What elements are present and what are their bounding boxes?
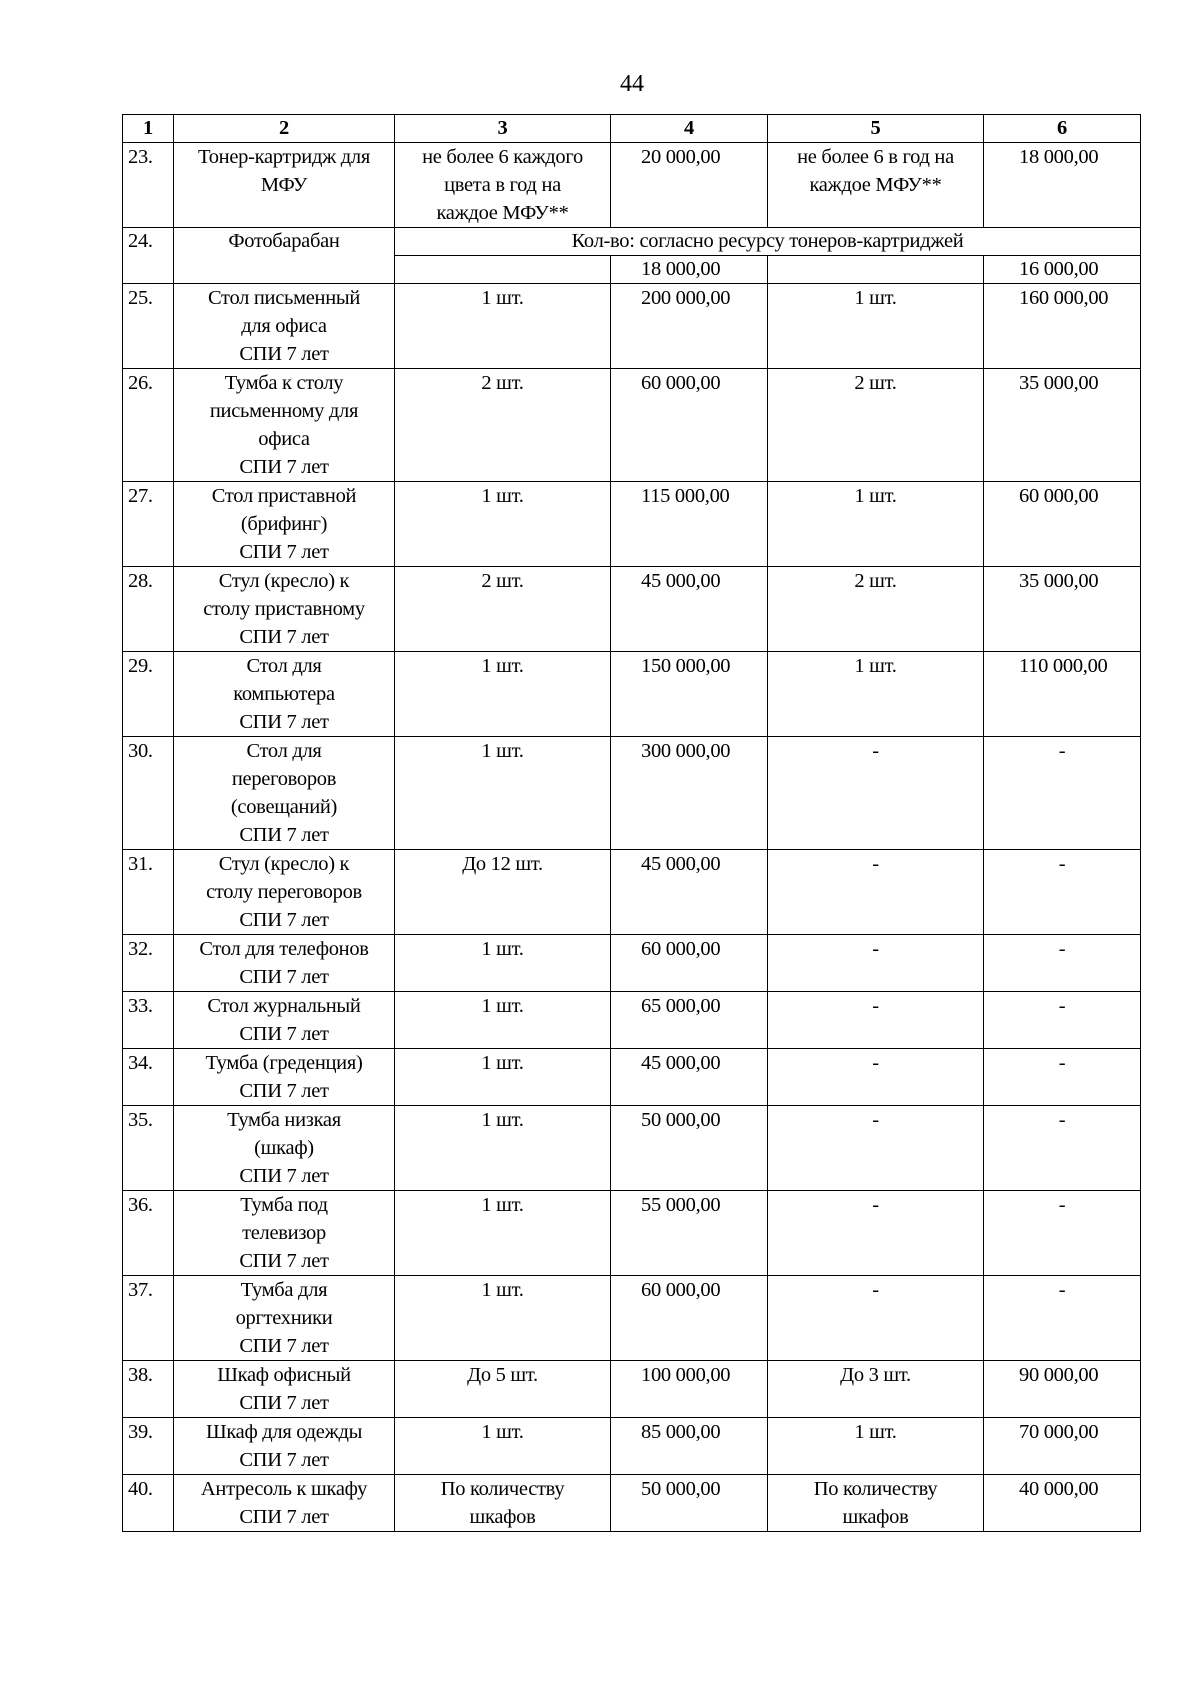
table-row xyxy=(123,1475,1141,1532)
item-price: 55 000,00 xyxy=(611,1191,768,1276)
item-name-line: СПИ 7 лет xyxy=(239,909,329,931)
item-quantity-2: 1 шт. xyxy=(768,482,984,567)
item-price-2: - xyxy=(984,1191,1141,1276)
row-number: 32. xyxy=(123,935,174,992)
row-number: 24. xyxy=(123,228,174,284)
item-quantity: 1 шт. xyxy=(395,1418,611,1475)
item-price-2: - xyxy=(984,850,1141,935)
item-price-2: - xyxy=(984,1049,1141,1106)
item-quantity: 2 шт. xyxy=(395,369,611,482)
item-price: 18 000,00 xyxy=(611,256,768,284)
item-quantity-line: цвета в год на xyxy=(444,174,561,196)
item-name-line: СПИ 7 лет xyxy=(239,1506,329,1528)
item-price: 65 000,00 xyxy=(611,992,768,1049)
item-name-line: СПИ 7 лет xyxy=(239,343,329,365)
item-name-line: Тумба под xyxy=(240,1194,328,1216)
item-price: 45 000,00 xyxy=(611,1049,768,1106)
item-quantity-line: шкафов xyxy=(469,1506,536,1528)
row-number: 33. xyxy=(123,992,174,1049)
item-name-line: СПИ 7 лет xyxy=(239,1080,329,1102)
row-number: 36. xyxy=(123,1191,174,1276)
item-name xyxy=(174,850,395,935)
column-header: 5 xyxy=(768,115,984,143)
item-price: 60 000,00 xyxy=(611,1276,768,1361)
item-name-line: СПИ 7 лет xyxy=(239,711,329,733)
item-name-line: компьютера xyxy=(233,683,335,705)
item-quantity xyxy=(395,1475,611,1532)
item-quantity-2: До 3 шт. xyxy=(768,1361,984,1418)
item-quantity: 1 шт. xyxy=(395,1049,611,1106)
table-header-row xyxy=(123,115,1141,143)
item-name xyxy=(174,1475,395,1532)
item-price-2: 60 000,00 xyxy=(984,482,1141,567)
item-price-2: - xyxy=(984,1106,1141,1191)
item-quantity: 1 шт. xyxy=(395,652,611,737)
item-quantity: 1 шт. xyxy=(395,935,611,992)
item-price-2: 40 000,00 xyxy=(984,1475,1141,1532)
item-name xyxy=(174,1276,395,1361)
item-name-line: (брифинг) xyxy=(240,513,328,535)
item-price: 150 000,00 xyxy=(611,652,768,737)
row-number: 31. xyxy=(123,850,174,935)
item-name-line: Шкаф для одежды xyxy=(205,1421,363,1443)
item-quantity-2: 1 шт. xyxy=(768,1418,984,1475)
item-name-line: Тонер-картридж для xyxy=(198,146,370,168)
item-name xyxy=(174,935,395,992)
item-price-2: - xyxy=(984,992,1141,1049)
item-quantity-line: По количеству xyxy=(440,1478,565,1500)
row-number: 23. xyxy=(123,143,174,228)
row-number: 30. xyxy=(123,737,174,850)
item-quantity-2: - xyxy=(768,1276,984,1361)
item-name xyxy=(174,284,395,369)
row-number: 38. xyxy=(123,1361,174,1418)
item-name: Фотобарабан xyxy=(174,228,395,284)
item-name-line: СПИ 7 лет xyxy=(239,1250,329,1272)
item-quantity-2-line: шкафов xyxy=(842,1506,909,1528)
item-name-line: Стол письменный xyxy=(207,287,361,309)
table-row xyxy=(123,850,1141,935)
item-quantity-2-line: не более 6 в год на xyxy=(797,146,954,168)
item-name-line: СПИ 7 лет xyxy=(239,626,329,648)
item-price-2: - xyxy=(984,737,1141,850)
table-row xyxy=(123,143,1141,228)
column-header: 4 xyxy=(611,115,768,143)
empty-cell xyxy=(768,256,984,284)
item-quantity-2 xyxy=(768,143,984,228)
table-row xyxy=(123,935,1141,992)
item-name-line: Стул (кресло) к xyxy=(218,570,350,592)
item-quantity xyxy=(395,143,611,228)
table-row xyxy=(123,737,1141,850)
item-quantity: 1 шт. xyxy=(395,482,611,567)
item-price: 50 000,00 xyxy=(611,1475,768,1532)
item-price: 45 000,00 xyxy=(611,567,768,652)
item-name-line: оргтехники xyxy=(235,1307,333,1329)
table-row xyxy=(123,652,1141,737)
column-header: 3 xyxy=(395,115,611,143)
item-name-line: (совещаний) xyxy=(230,796,338,818)
item-name-line: Тумба к столу xyxy=(224,372,344,394)
item-name-line: СПИ 7 лет xyxy=(239,1335,329,1357)
item-quantity-line: не более 6 каждого xyxy=(422,146,583,168)
item-quantity-2: - xyxy=(768,935,984,992)
item-quantity-2-line: По количеству xyxy=(813,1478,938,1500)
item-name xyxy=(174,1361,395,1418)
item-name-line: СПИ 7 лет xyxy=(239,1023,329,1045)
row-number: 26. xyxy=(123,369,174,482)
item-price-2: 35 000,00 xyxy=(984,369,1141,482)
item-name-line: письменному для xyxy=(209,400,359,422)
item-price-2: - xyxy=(984,1276,1141,1361)
item-price: 20 000,00 xyxy=(611,143,768,228)
item-price-2: 90 000,00 xyxy=(984,1361,1141,1418)
item-name-line: (шкаф) xyxy=(254,1137,314,1159)
item-price: 200 000,00 xyxy=(611,284,768,369)
item-name-line: Тумба (греденция) xyxy=(205,1052,363,1074)
item-quantity: 2 шт. xyxy=(395,567,611,652)
item-quantity-2 xyxy=(768,1475,984,1532)
item-price-2: 70 000,00 xyxy=(984,1418,1141,1475)
item-quantity-2: - xyxy=(768,1106,984,1191)
item-quantity: До 5 шт. xyxy=(395,1361,611,1418)
norms-table xyxy=(122,114,1141,1532)
item-price: 60 000,00 xyxy=(611,935,768,992)
item-price-2: 110 000,00 xyxy=(984,652,1141,737)
item-price: 100 000,00 xyxy=(611,1361,768,1418)
item-name xyxy=(174,652,395,737)
item-quantity: 1 шт. xyxy=(395,284,611,369)
table-row xyxy=(123,482,1141,567)
item-name-line: Стол журнальный xyxy=(207,995,361,1017)
item-name-line: СПИ 7 лет xyxy=(239,1165,329,1187)
item-price: 50 000,00 xyxy=(611,1106,768,1191)
item-name-line: СПИ 7 лет xyxy=(239,1392,329,1414)
item-name xyxy=(174,369,395,482)
empty-cell xyxy=(395,256,611,284)
row-number: 34. xyxy=(123,1049,174,1106)
row-number: 39. xyxy=(123,1418,174,1475)
column-header: 6 xyxy=(984,115,1141,143)
item-name-line: СПИ 7 лет xyxy=(239,1449,329,1471)
item-name xyxy=(174,143,395,228)
table-row xyxy=(123,1418,1141,1475)
table-row xyxy=(123,1106,1141,1191)
column-header: 1 xyxy=(123,115,174,143)
item-price: 115 000,00 xyxy=(611,482,768,567)
table-row xyxy=(123,284,1141,369)
row-number: 37. xyxy=(123,1276,174,1361)
item-name xyxy=(174,737,395,850)
item-name-line: для офиса xyxy=(241,315,327,337)
item-name-line: столу переговоров xyxy=(206,881,362,903)
item-quantity-line: каждое МФУ** xyxy=(436,202,569,224)
merged-quantity-note: Кол-во: согласно ресурсу тонеров-картриджей xyxy=(395,228,1141,256)
item-quantity-2: 1 шт. xyxy=(768,652,984,737)
item-name-line: СПИ 7 лет xyxy=(239,456,329,478)
item-name-line: Шкаф офисный xyxy=(217,1364,351,1386)
item-name xyxy=(174,1418,395,1475)
item-name-line: телевизор xyxy=(242,1222,326,1244)
item-name-line: Тумба для xyxy=(240,1279,328,1301)
item-quantity-2: - xyxy=(768,992,984,1049)
table-row xyxy=(123,369,1141,482)
item-name-line: СПИ 7 лет xyxy=(239,824,329,846)
item-quantity-2-line: каждое МФУ** xyxy=(809,174,942,196)
item-name xyxy=(174,1106,395,1191)
row-number: 29. xyxy=(123,652,174,737)
item-quantity: 1 шт. xyxy=(395,1191,611,1276)
table-row xyxy=(123,228,1141,256)
table-row xyxy=(123,1191,1141,1276)
row-number: 28. xyxy=(123,567,174,652)
row-number: 40. xyxy=(123,1475,174,1532)
item-name-line: Антресоль к шкафу xyxy=(200,1478,368,1500)
item-price-2: - xyxy=(984,935,1141,992)
item-name xyxy=(174,567,395,652)
item-name-line: СПИ 7 лет xyxy=(239,541,329,563)
table-row xyxy=(123,567,1141,652)
item-name-line: Тумба низкая xyxy=(227,1109,341,1131)
item-quantity: До 12 шт. xyxy=(395,850,611,935)
table-row xyxy=(123,1361,1141,1418)
item-name xyxy=(174,1049,395,1106)
item-quantity: 1 шт. xyxy=(395,737,611,850)
page-number: 44 xyxy=(620,71,644,97)
table-row xyxy=(123,1049,1141,1106)
item-price-2: 35 000,00 xyxy=(984,567,1141,652)
item-name-line: столу приставному xyxy=(203,598,365,620)
item-name-line: Стол для xyxy=(246,655,322,677)
item-name xyxy=(174,992,395,1049)
item-quantity: 1 шт. xyxy=(395,992,611,1049)
item-price-2: 160 000,00 xyxy=(984,284,1141,369)
table-row xyxy=(123,1276,1141,1361)
item-name xyxy=(174,1191,395,1276)
item-price: 60 000,00 xyxy=(611,369,768,482)
item-price-2: 16 000,00 xyxy=(984,256,1141,284)
table-row xyxy=(123,992,1141,1049)
item-price: 300 000,00 xyxy=(611,737,768,850)
item-price: 45 000,00 xyxy=(611,850,768,935)
item-name-line: офиса xyxy=(258,428,310,450)
item-name-line: Стул (кресло) к xyxy=(218,853,350,875)
item-name-line: СПИ 7 лет xyxy=(239,966,329,988)
item-name-line: Стол для телефонов xyxy=(199,938,369,960)
item-quantity-2: - xyxy=(768,737,984,850)
item-quantity-2: - xyxy=(768,850,984,935)
item-name-line: Стол приставной xyxy=(211,485,357,507)
item-quantity: 1 шт. xyxy=(395,1276,611,1361)
item-price-2: 18 000,00 xyxy=(984,143,1141,228)
item-name-line: переговоров xyxy=(231,768,337,790)
row-number: 25. xyxy=(123,284,174,369)
column-header: 2 xyxy=(174,115,395,143)
item-name-line: МФУ xyxy=(260,174,308,196)
item-quantity-2: - xyxy=(768,1191,984,1276)
row-number: 27. xyxy=(123,482,174,567)
item-price: 85 000,00 xyxy=(611,1418,768,1475)
item-name-line: Стол для xyxy=(246,740,322,762)
item-quantity: 1 шт. xyxy=(395,1106,611,1191)
row-number: 35. xyxy=(123,1106,174,1191)
item-quantity-2: 1 шт. xyxy=(768,284,984,369)
item-name xyxy=(174,482,395,567)
item-quantity-2: 2 шт. xyxy=(768,567,984,652)
item-quantity-2: 2 шт. xyxy=(768,369,984,482)
item-quantity-2: - xyxy=(768,1049,984,1106)
